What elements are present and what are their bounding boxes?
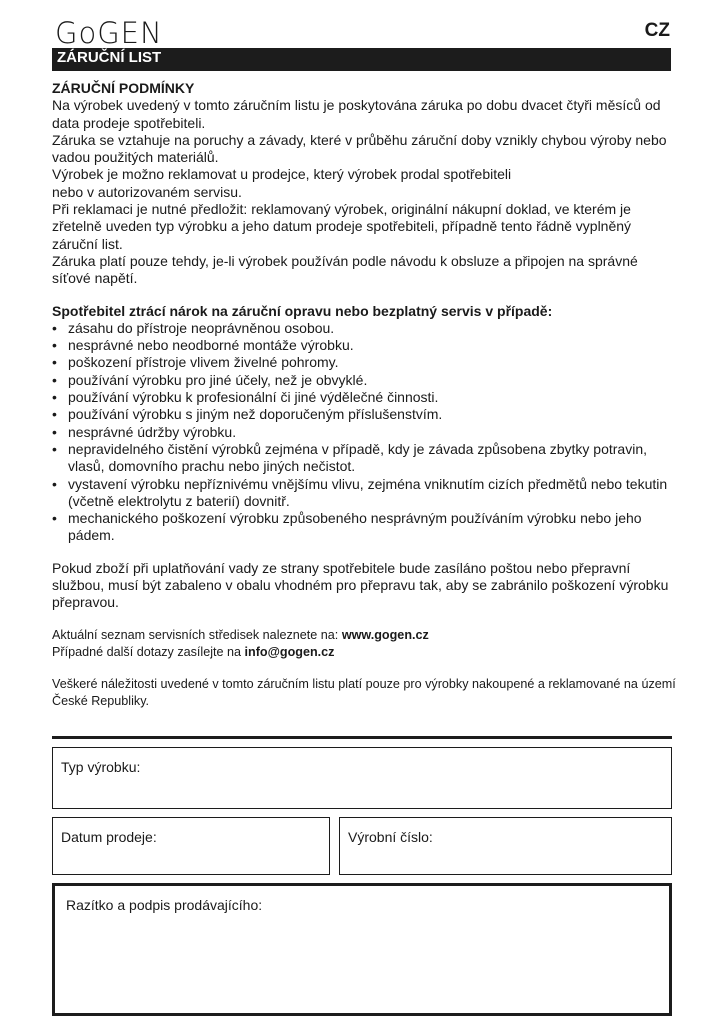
exclusions-heading: Spotřebitel ztrácí nárok na záruční opravu nebo bezplatný servis v případě: — [52, 302, 553, 319]
serial-number-label: Výrobní číslo: — [348, 829, 433, 845]
exclusions-list — [52, 320, 677, 545]
validity-note: Veškeré náležitosti uvedené v tomto záručním listu platí pouze pro výrobky nakoupené a reklamované na území České Republiky. — [52, 676, 676, 708]
email-text: Případné další dotazy zasílejte na — [52, 644, 245, 659]
service-text: Aktuální seznam servisních středisek naleznete na: — [52, 627, 342, 642]
product-type-label: Typ výrobku: — [61, 759, 141, 775]
conditions-paragraph: Při reklamaci je nutné předložit: reklamovaný výrobek, originální nákupní doklad, ve kterém je zřetelně uveden typ výrobku a jeho datum prodeje spotřebiteli, případně tento řádně vyplněný záruční list. — [52, 201, 632, 252]
gogen-logo — [55, 20, 245, 46]
serial-number-field[interactable] — [339, 817, 672, 875]
email-link[interactable]: info@gogen.cz — [244, 644, 335, 659]
list-item: • nesprávné údržby výrobku. — [52, 424, 677, 441]
list-item: • používání výrobku pro jiné účely, než je obvyklé. — [52, 372, 677, 389]
conditions-heading: ZÁRUČNÍ PODMÍNKY — [52, 80, 195, 96]
shipping-note: Pokud zboží při uplatňování vady ze strany spotřebitele bude zasíláno poštou nebo přepravní službou, musí být zabaleno v obalu vhodném pro přepravu tak, aby se zabránilo poškození výrobku přepravou. — [52, 559, 669, 611]
language-code: CZ — [644, 20, 670, 41]
list-item: • zásahu do přístroje neoprávněnou osobou. — [52, 320, 677, 337]
service-link[interactable]: www.gogen.cz — [341, 627, 429, 642]
service-contact — [52, 627, 677, 644]
list-item: • používání výrobku k profesionální či jiné výdělečné činnosti. — [52, 389, 677, 406]
product-type-field[interactable] — [52, 747, 672, 809]
page-title: ZÁRUČNÍ LIST — [52, 48, 671, 71]
conditions-paragraph: Záruka platí pouze tehdy, je-li výrobek používán podle návodu k obsluze a připojen na správné síťové napětí. — [52, 252, 638, 287]
conditions-paragraph: nebo v autorizovaném servisu. — [52, 183, 242, 200]
stamp-signature-field[interactable] — [52, 883, 672, 1016]
email-contact — [52, 644, 677, 661]
section-divider — [52, 736, 672, 739]
list-item: • nepravidelného čistění výrobků zejména v případě, kdy je závada způsobena zbytky potravin, vlasů, domovního prachu nebo jiných nečistot. — [52, 441, 677, 476]
list-item: • používání výrobku s jiným než doporučeným příslušenstvím. — [52, 406, 677, 423]
stamp-label: Razítko a podpis prodávajícího: — [66, 897, 263, 913]
conditions-paragraph: Záruka se vztahuje na poruchy a závady, které v průběhu záruční doby vznikly chybou výroby nebo vadou použitých materiálů. — [52, 131, 667, 166]
conditions-paragraph: Výrobek je možno reklamovat u prodejce, který výrobek prodal spotřebiteli — [52, 166, 512, 183]
sale-date-field[interactable] — [52, 817, 330, 875]
sale-date-label: Datum prodeje: — [61, 829, 157, 845]
list-item: • vystavení výrobku nepříznivému vnějšímu vlivu, zejména vniknutím cizích předmětů nebo tekutin (včetně elektrolytu z baterií) dovnitř. — [52, 476, 677, 511]
brand-text: GoGEN — [55, 20, 163, 46]
list-item: • nesprávné nebo neodborné montáže výrobku. — [52, 337, 677, 354]
conditions-paragraph: Na výrobek uvedený v tomto záručním listu je poskytována záruka po dobu dvacet čtyři měsíců od data prodeje spotřebiteli. — [52, 97, 661, 131]
list-item: • poškození přístroje vlivem živelné pohromy. — [52, 354, 677, 371]
warranty-text — [52, 80, 677, 710]
list-item: • mechanického poškození výrobku způsobeného nesprávným používáním výrobku nebo jeho pádem. — [52, 510, 677, 545]
